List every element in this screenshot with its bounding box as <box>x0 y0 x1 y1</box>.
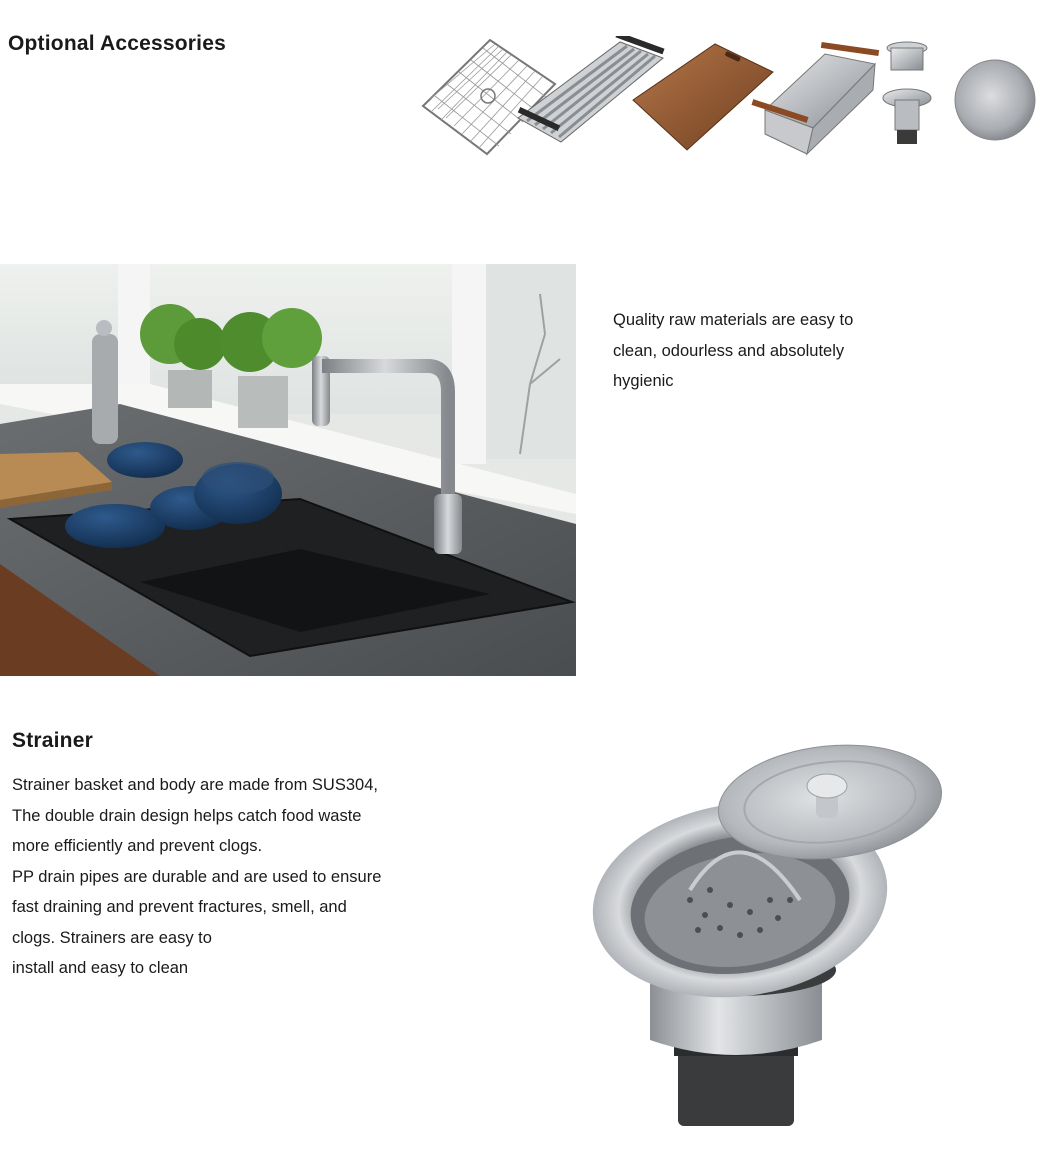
strainer-line: clogs. Strainers are easy to <box>12 928 212 947</box>
materials-line: clean, odourless and absolutely <box>613 341 845 360</box>
accessories-title: Optional Accessories <box>8 32 226 55</box>
roll-up-drying-rack-icon <box>518 36 665 142</box>
kitchen-sink-photo <box>0 264 576 676</box>
strainer-line: The double drain design helps catch food waste <box>12 806 362 825</box>
materials-description <box>613 305 853 397</box>
strainer-product-photo <box>590 740 950 1130</box>
colander-basket-icon <box>751 42 879 154</box>
drain-cover-icon <box>955 60 1035 140</box>
bottom-grid-icon <box>423 40 555 154</box>
strainer-set-icon <box>883 42 931 144</box>
strainer-line: PP drain pipes are durable and are used to ensure <box>12 867 382 886</box>
materials-line: Quality raw materials are easy to <box>613 311 854 329</box>
strainer-line: fast draining and prevent fractures, smell, and <box>12 898 347 916</box>
strainer-line: more efficiently and prevent clogs. <box>12 837 263 855</box>
strainer-line: Strainer basket and body are made from SUS304, <box>12 776 378 794</box>
strainer-line: install and easy to clean <box>12 959 189 977</box>
materials-line: hygienic <box>613 372 674 390</box>
strainer-title: Strainer <box>12 729 93 752</box>
strainer-description <box>12 770 381 984</box>
accessories-image-strip <box>415 36 1045 166</box>
